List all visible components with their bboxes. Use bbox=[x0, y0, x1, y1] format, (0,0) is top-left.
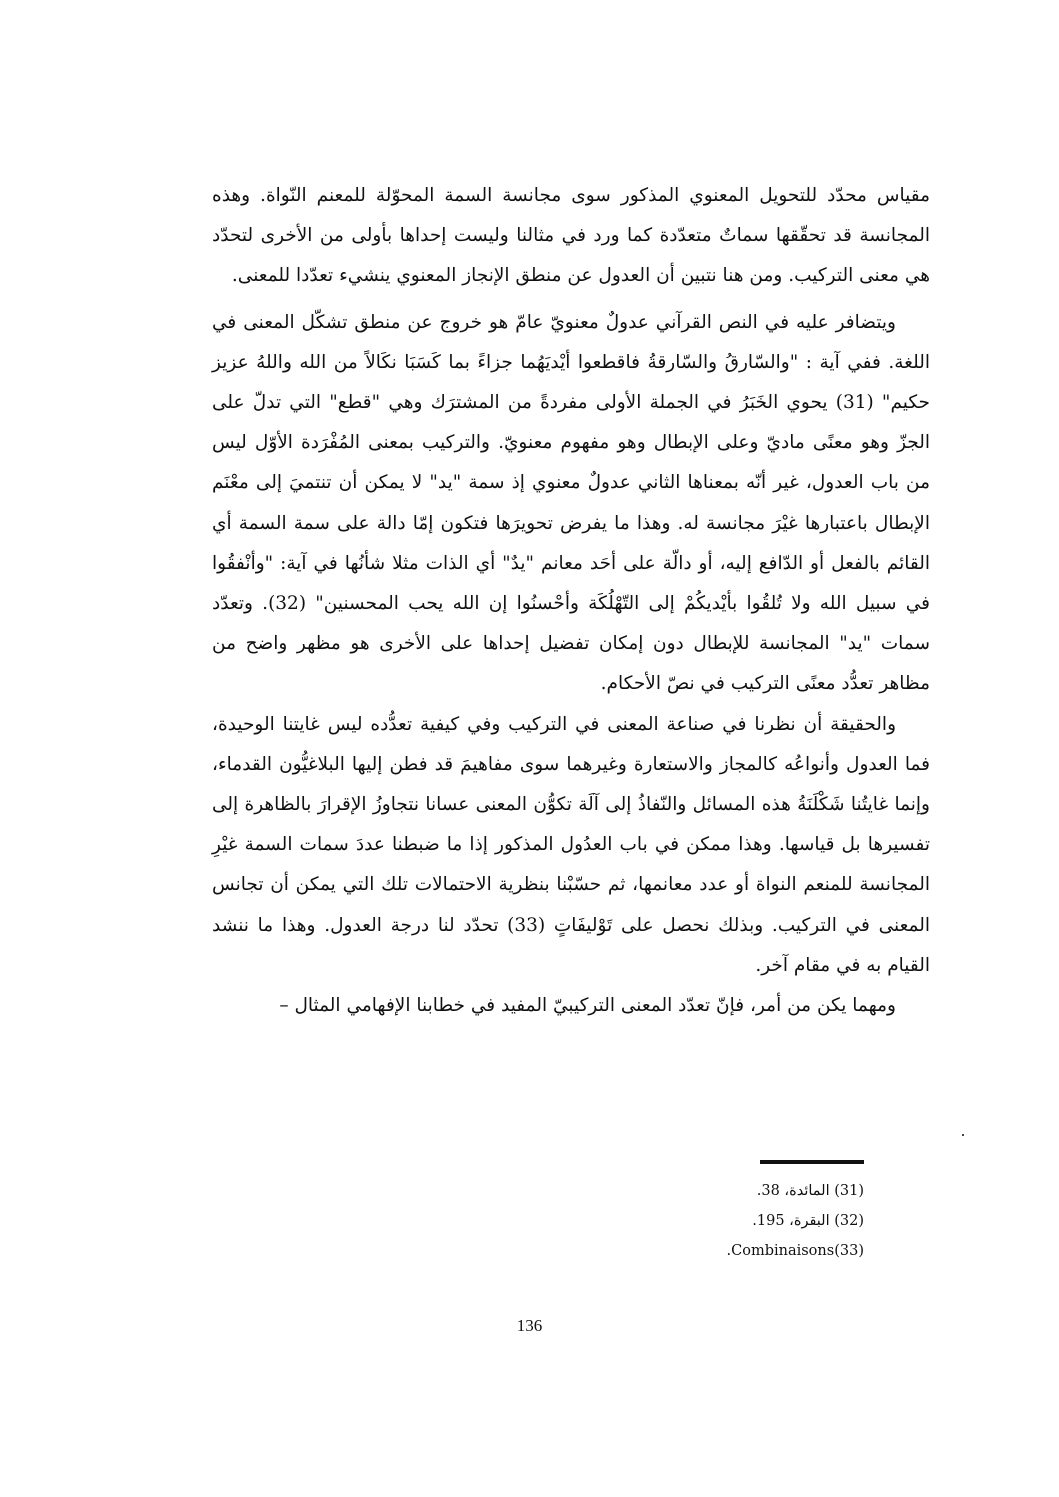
footnote-32: (32) البقرة، 195. bbox=[752, 1213, 864, 1229]
scan-speck bbox=[962, 1134, 964, 1136]
body-text bbox=[212, 176, 930, 1026]
page-number: 136 bbox=[516, 1316, 543, 1335]
paragraph-3: والحقيقة أن نظرنا في صناعة المعنى في التركيب وفي كيفية تعدُّده ليس غايتنا الوحيدة، فما العدول وأنواعُه كالمجاز والاستعارة وغيرهما سوى مفاهيمَ قد فطن إليها البلاغيُّون القدماء، وإنما غايتُنا شَكْلَنَةُ هذه المسائل والنّفاذُ إلى آلَة تكوُّن المعنى عسانا نتجاوزُ الإقرارَ بالظاهرة إلى تفسيرها بل قياسها. وهذا ممكن في باب العدُول المذكور إذا ما ضبطنا عددَ سمات السمة غيْرِ المجانسة للمنعم النواة أو عدد معانمها، ثم حسّبْنا بنظرية الاحتمالات تلك التي يمكن أن تجانس المعنى في التركيب. وبذلك نحصل على تَوْليفَاتٍ (33) تحدّد لنا درجة العدول. وهذا ما ننشد القيام به في مقام آخر. bbox=[212, 713, 930, 976]
paragraph-4: ومهما يكن من أمر، فإنّ تعدّد المعنى التركيبيّ المفيد في خطابنا الإفهامي المثال – bbox=[279, 995, 896, 1017]
footnote-33: (33)Combinaisons. bbox=[726, 1243, 864, 1259]
footnote-31: (31) المائدة، 38. bbox=[756, 1183, 864, 1199]
paragraph-1: مقياس محدّد للتحويل المعنوي المذكور سوى مجانسة السمة المحوّلة للمعنم النّواة. وهذه المجانسة قد تحقّقها سماتٌ متعدّدة كما ورد في مثالنا وليست إحداها بأولى من الأخرى لتحدّد هي معنى التركيب. ومن هنا نتبين أن العدول عن منطق الإنجاز المعنوي ينشيء تعدّدا للمعنى. bbox=[212, 185, 930, 287]
paragraph-2: ويتضافر عليه في النص القرآني عدولٌ معنويّ عامّ هو خروج عن منطق تشكّل المعنى في اللغة. ففي آية : "والسّارقُ والسّارقةُ فاقطعوا أيْديَهُما جزاءً بما كَسَبَا نكَالاً من الله واللهُ عزيز حكيم" (31) يحوي الخَبَرُ في الجملة الأولى مفردةً من المشترَك وهي "قطع" التي تدلّ على الجزّ وهو معنًى ماديّ وعلى الإبطال وهو مفهوم معنويّ. والتركيب بمعنى المُفْرَدة الأوّل ليس من باب العدول، غير أنّه بمعناها الثاني عدولٌ معنوي إذ سمة "يد" لا يمكن أن تنتميَ إلى معْنَم الإبطال باعتبارها غيْرَ مجانسة له. وهذا ما يفرض تحويرَها فتكون إمّا دالة على سمة السمة أي القائم بالفعل أو الدّافع إليه، أو دالّة على أحَد معانم "يدٌ" أي الذات مثلا شأنُها في آية: "وأنْفقُوا في سبيل الله ولا تُلقُوا بأيْديكُمْ إلى التّهْلُكَة وأحْسنُوا إن الله يحب المحسنين" (32). وتعدّد سمات "يد" المجانسة للإبطال دون إمكان تفضيل إحداها على الأخرى هو مظهر واضح من مظاهر تعدُّد معنًى التركيب في نصّ الأحكام. bbox=[212, 311, 930, 695]
footnotes bbox=[600, 1179, 864, 1269]
footnote-separator bbox=[760, 1160, 864, 1164]
